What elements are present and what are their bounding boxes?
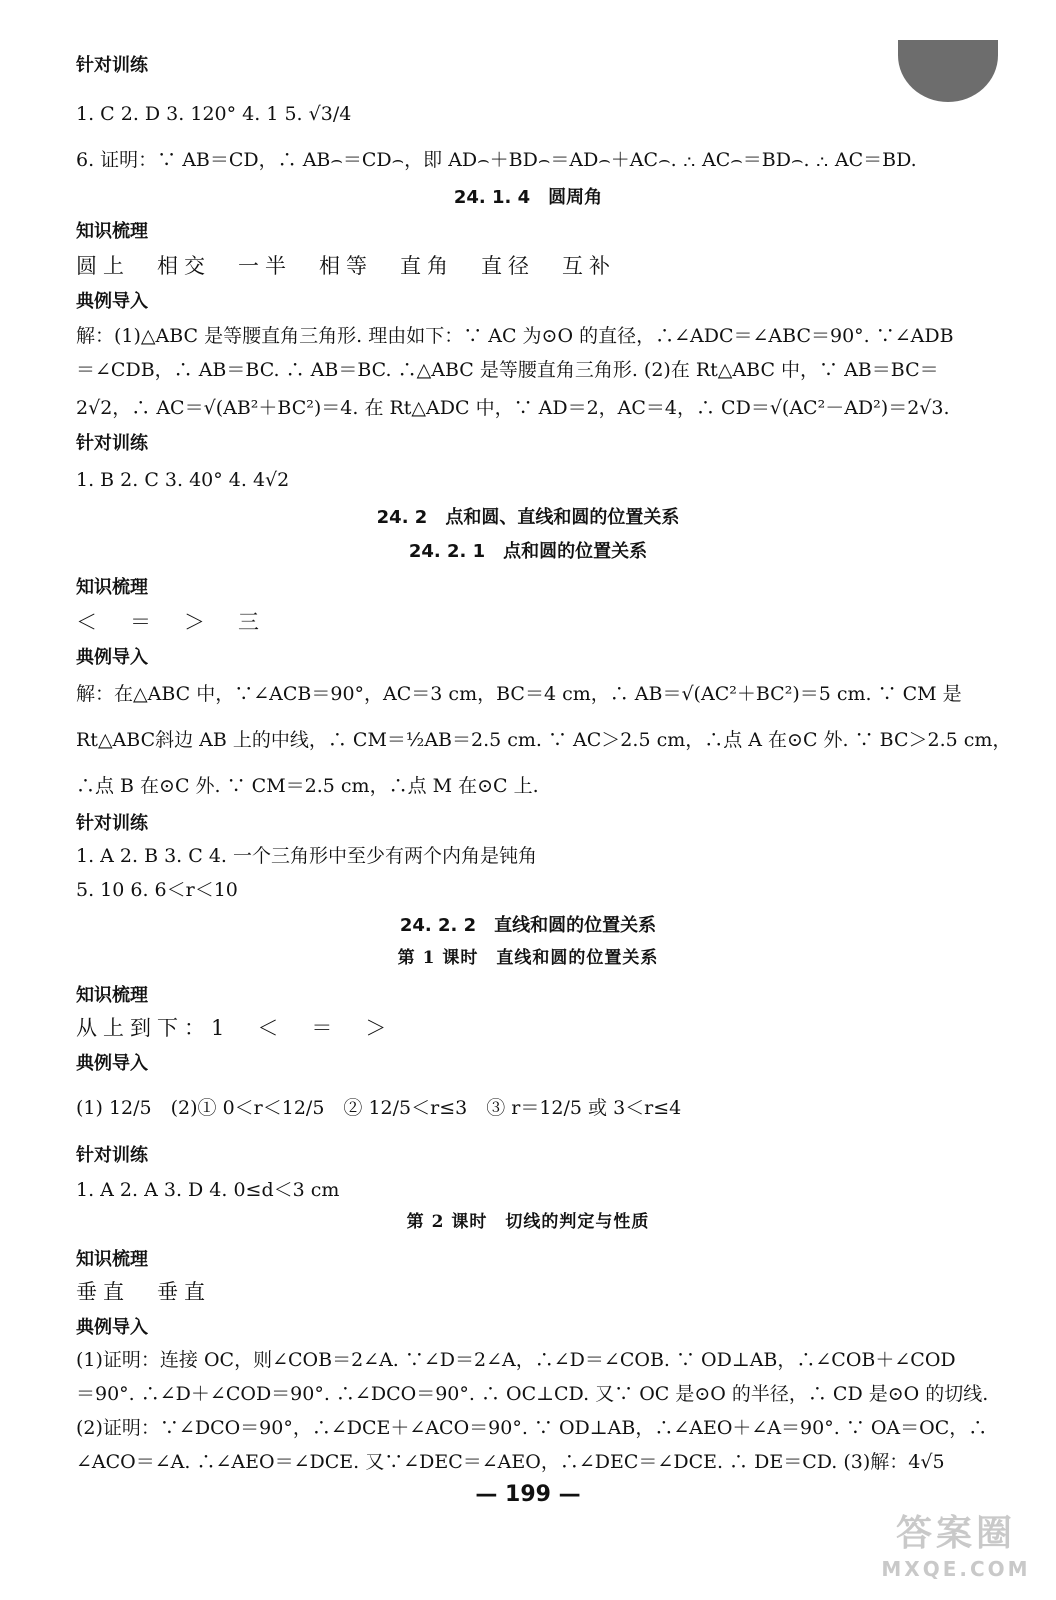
page-number: — 199 — (475, 1482, 581, 1507)
knowledge-answers: ＜ ＝ ＞ 三 (76, 610, 265, 634)
example-line: ＝∠CDB，∴ AB＝BC. ∴ AB＝BC. ∴△ABC 是等腰直角三角形. (2)在 Rt△ABC 中，∵ AB＝BC＝ (76, 359, 939, 381)
training-answers: 1. B 2. C 3. 40° 4. 4√2 (76, 469, 290, 491)
heading-training: 针对训练 (76, 55, 148, 76)
heading-knowledge: 知识梳理 (76, 577, 148, 598)
knowledge-answers: 垂直 垂直 (76, 1280, 211, 1304)
heading-example: 典例导入 (76, 1053, 148, 1074)
lesson-heading: 第 2 课时 切线的判定与性质 (406, 1212, 650, 1232)
heading-example: 典例导入 (76, 1317, 148, 1338)
heading-knowledge: 知识梳理 (76, 1249, 148, 1270)
answers-line: 1. C 2. D 3. 120° 4. 1 5. √3/4 (76, 103, 352, 125)
example-line: ∴点 B 在⊙C 外. ∵ CM＝2.5 cm，∴点 M 在⊙C 上. (76, 775, 539, 797)
watermark-url: MXQE.COM (881, 1557, 1031, 1581)
heading-knowledge: 知识梳理 (76, 985, 148, 1006)
proof-line: 6. 证明：∵ AB＝CD，∴ AB⌢＝CD⌢，即 AD⌢＋BD⌢＝AD⌢＋AC⌢. ∴ AC⌢＝BD⌢. ∴ AC＝BD. (76, 149, 917, 171)
training-answers: 5. 10 6. 6＜r＜10 (76, 879, 238, 901)
example-line: Rt△ABC斜边 AB 上的中线，∴ CM＝½AB＝2.5 cm. ∵ AC＞2.5 cm，∴点 A 在⊙C 外. ∵ BC＞2.5 cm， (76, 729, 1012, 751)
example-line: ∠ACO＝∠A. ∴∠AEO＝∠DCE. 又∵∠DEC＝∠AEO，∴∠DEC＝∠DCE. ∴ DE＝CD. (3)解：4√5 (76, 1451, 945, 1473)
corner-tab-decoration (898, 40, 998, 102)
heading-example: 典例导入 (76, 647, 148, 668)
heading-training: 针对训练 (76, 813, 148, 834)
training-answers: 1. A 2. B 3. C 4. 一个三角形中至少有两个内角是钝角 (76, 845, 538, 867)
heading-knowledge: 知识梳理 (76, 221, 148, 242)
example-line: (2)证明：∵∠DCO＝90°，∴∠DCE＋∠ACO＝90°. ∵ OD⊥AB，∴∠AEO＋∠A＝90°. ∵ OA＝OC，∴ (76, 1417, 988, 1439)
heading-example: 典例导入 (76, 291, 148, 312)
lesson-heading: 第 1 课时 直线和圆的位置关系 (397, 948, 659, 968)
heading-training: 针对训练 (76, 1145, 148, 1166)
watermark-logo (876, 1512, 1036, 1586)
training-answers: 1. A 2. A 3. D 4. 0≤d＜3 cm (76, 1179, 340, 1201)
example-line: (1) 12/5 (2)① 0＜r＜12/5 ② 12/5＜r≤3 ③ r＝12/5 或 3＜r≤4 (76, 1097, 682, 1119)
chapter-heading: 24. 2 点和圆、直线和圆的位置关系 (376, 507, 680, 528)
section-heading: 24. 1. 4 圆周角 (453, 187, 603, 208)
section-heading: 24. 2. 2 直线和圆的位置关系 (399, 915, 657, 936)
watermark-text: 答案圈 (895, 1513, 1016, 1554)
example-line: ＝90°. ∴∠D＋∠COD＝90°. ∴∠DCO＝90°. ∴ OC⊥CD. 又∵ OC 是⊙O 的半径，∴ CD 是⊙O 的切线. (76, 1383, 989, 1405)
example-line: 2√2，∴ AC＝√(AB²＋BC²)＝4. 在 Rt△ADC 中，∵ AD＝2，AC＝4，∴ CD＝√(AC²－AD²)＝2√3. (76, 397, 950, 419)
section-heading: 24. 2. 1 点和圆的位置关系 (408, 541, 648, 562)
knowledge-answers: 圆上 相交 一半 相等 直角 直径 互补 (76, 254, 616, 278)
example-line: 解：在△ABC 中，∵∠ACB＝90°，AC＝3 cm，BC＝4 cm，∴ AB＝√(AC²＋BC²)＝5 cm. ∵ CM 是 (76, 683, 962, 705)
heading-training: 针对训练 (76, 433, 148, 454)
knowledge-answers: 从上到下：1 ＜ ＝ ＞ (76, 1016, 393, 1040)
example-line: 解：(1)△ABC 是等腰直角三角形. 理由如下：∵ AC 为⊙O 的直径，∴∠ADC＝∠ABC＝90°. ∵∠ADB (76, 325, 954, 347)
example-line: (1)证明：连接 OC，则∠COB＝2∠A. ∵∠D＝2∠A，∴∠D＝∠COB. ∵ OD⊥AB，∴∠COB＋∠COD (76, 1349, 956, 1371)
